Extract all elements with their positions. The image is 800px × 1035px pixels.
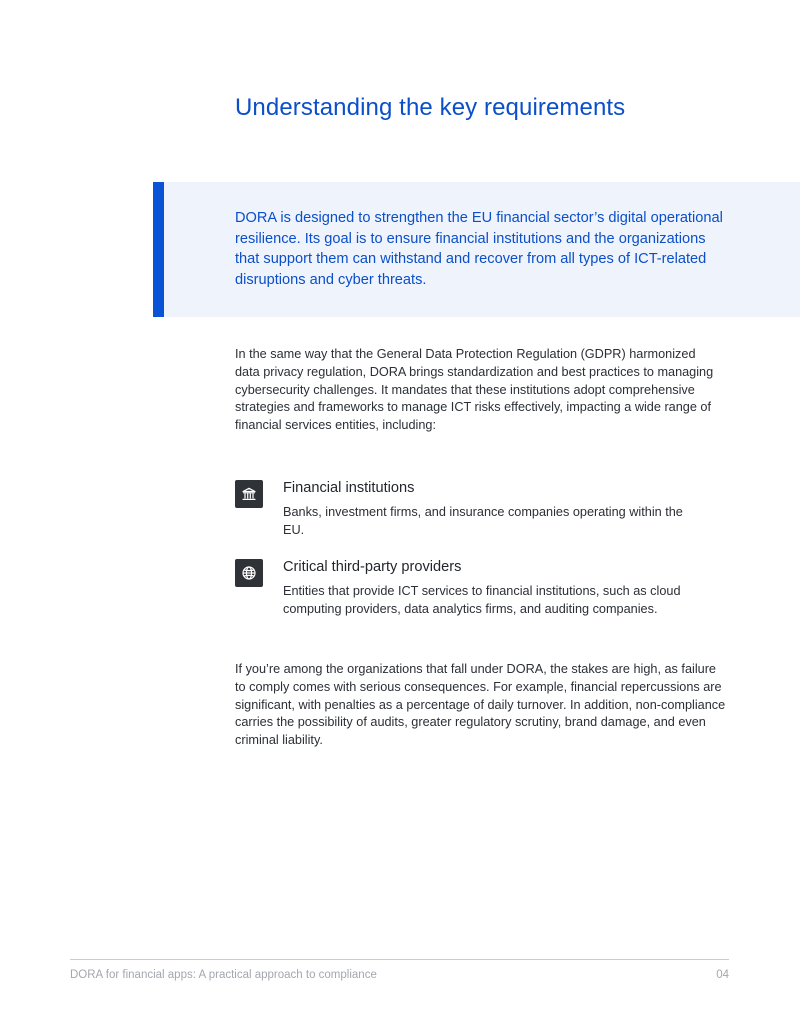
footer-divider xyxy=(70,959,729,960)
entity-title: Critical third-party providers xyxy=(283,559,462,575)
callout-box xyxy=(153,182,800,317)
entity-description: Banks, investment firms, and insurance companies operating within the EU. xyxy=(283,505,683,537)
entity-description: Entities that provide ICT services to financial institutions, such as cloud computing providers, data analytics firms, and auditing companies. xyxy=(283,584,681,616)
callout-text: DORA is designed to strengthen the EU financial sector’s digital operational resilience. Its goal is to ensure financial institutions and the organizations that support them can withstand and recover from all types of ICT-related disruptions and cyber threats. xyxy=(235,210,723,288)
intro-paragraph: In the same way that the General Data Protection Regulation (GDPR) harmonized data privacy regulation, DORA brings standardization and best practices to managing cybersecurity challenges. It mandates that these institutions adopt comprehensive strategies and frameworks to manage ICT risks effectively, impacting a wide range of financial services entities, including: xyxy=(235,347,714,433)
entity-title: Financial institutions xyxy=(283,480,415,496)
bank-icon xyxy=(235,480,263,508)
page-title: Understanding the key requirements xyxy=(235,94,626,121)
page-number: 04 xyxy=(716,969,729,981)
globe-icon xyxy=(235,559,263,587)
outro-paragraph: If you’re among the organizations that fall under DORA, the stakes are high, as failure to comply comes with serious consequences. For example, financial repercussions are significant, with penalties as a percentage of daily turnover. In addition, non-compliance carries the possibility of audits, greater regulatory scrutiny, brand damage, and even criminal liability. xyxy=(235,662,726,748)
callout-accent-bar xyxy=(153,182,164,317)
footer-title: DORA for financial apps: A practical approach to compliance xyxy=(70,969,377,981)
